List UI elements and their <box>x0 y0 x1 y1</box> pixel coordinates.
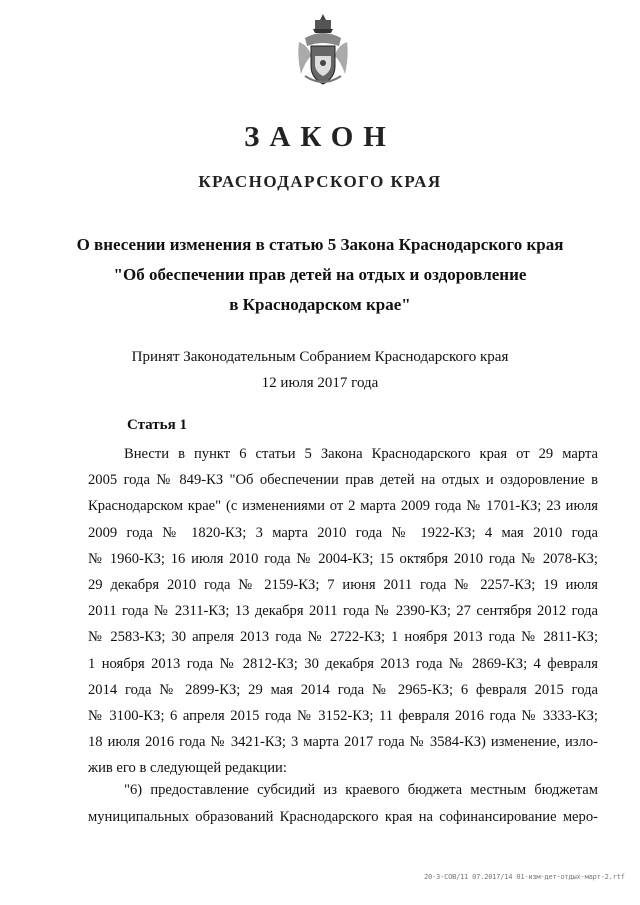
footer-file-code: 20-3-СОВ/11 07.2017/14 01-изм-дет-отдых-март-2.rtf <box>424 873 625 881</box>
law-heading <box>0 230 640 320</box>
body-line: 29 декабря 2010 года № 2159-КЗ; 7 июня 2011 года № 2257-КЗ; 19 июля <box>88 577 598 594</box>
law-region: КРАСНОДАРСКОГО КРАЯ <box>198 172 442 191</box>
heading-line: в Краснодарском крае" <box>229 295 411 314</box>
adoption-block <box>0 344 640 396</box>
quote-line: муниципальных образований Краснодарского края на софинансирование меро- <box>88 808 598 825</box>
body-line: 2011 года № 2311-КЗ; 13 декабря 2011 года № 2390-КЗ; 27 сентября 2012 года <box>88 603 598 620</box>
body-line: 2014 года № 2899-КЗ; 29 мая 2014 года № 2965-КЗ; 6 февраля 2015 года <box>88 681 598 698</box>
body-line: № 2583-КЗ; 30 апреля 2013 года № 2722-КЗ; 1 ноября 2013 года № 2811-КЗ; <box>88 629 598 646</box>
article-title: Статья 1 <box>127 417 187 433</box>
body-line: 2005 года № 849-КЗ "Об обеспечении прав детей на отдых и оздоровление в <box>88 472 598 489</box>
article-body <box>88 441 598 782</box>
quote-line: "6) предоставление субсидий из краевого бюджета местным бюджетам <box>124 782 598 798</box>
coat-of-arms-icon <box>295 12 351 90</box>
body-line: 18 июля 2016 года № 3421-КЗ; 3 марта 2017 года № 3584-КЗ) изменение, изло- <box>88 734 598 751</box>
body-line: жив его в следующей редакции: <box>88 760 287 777</box>
body-line: № 3100-КЗ; 6 апреля 2015 года № 3152-КЗ; 11 февраля 2016 года № 3333-КЗ; <box>88 708 598 725</box>
adopted-date: 12 июля 2017 года <box>261 375 379 391</box>
quoted-paragraph <box>88 777 598 830</box>
body-line: 1 ноября 2013 года № 2812-КЗ; 30 декабря 2013 года № 2869-КЗ; 4 февраля <box>88 655 598 672</box>
body-line: № 1960-КЗ; 16 июля 2010 года № 2004-КЗ; 15 октября 2010 года № 2078-КЗ; <box>88 550 598 567</box>
adopted-by: Принят Законодательным Собранием Краснодарского края <box>131 349 509 365</box>
body-line: Краснодарском крае" (с изменениями от 2 марта 2009 года № 1701-КЗ; 23 июля <box>88 498 598 515</box>
heading-line: О внесении изменения в статью 5 Закона Краснодарского края <box>76 235 564 254</box>
heading-line: "Об обеспечении прав детей на отдых и оздоровление <box>113 265 527 284</box>
body-line: Внести в пункт 6 статьи 5 Закона Краснодарского края от 29 марта <box>124 446 598 462</box>
body-line: 2009 года № 1820-КЗ; 3 марта 2010 года № 1922-КЗ; 4 мая 2010 года <box>88 524 598 541</box>
law-title: ЗАКОН <box>244 121 396 153</box>
